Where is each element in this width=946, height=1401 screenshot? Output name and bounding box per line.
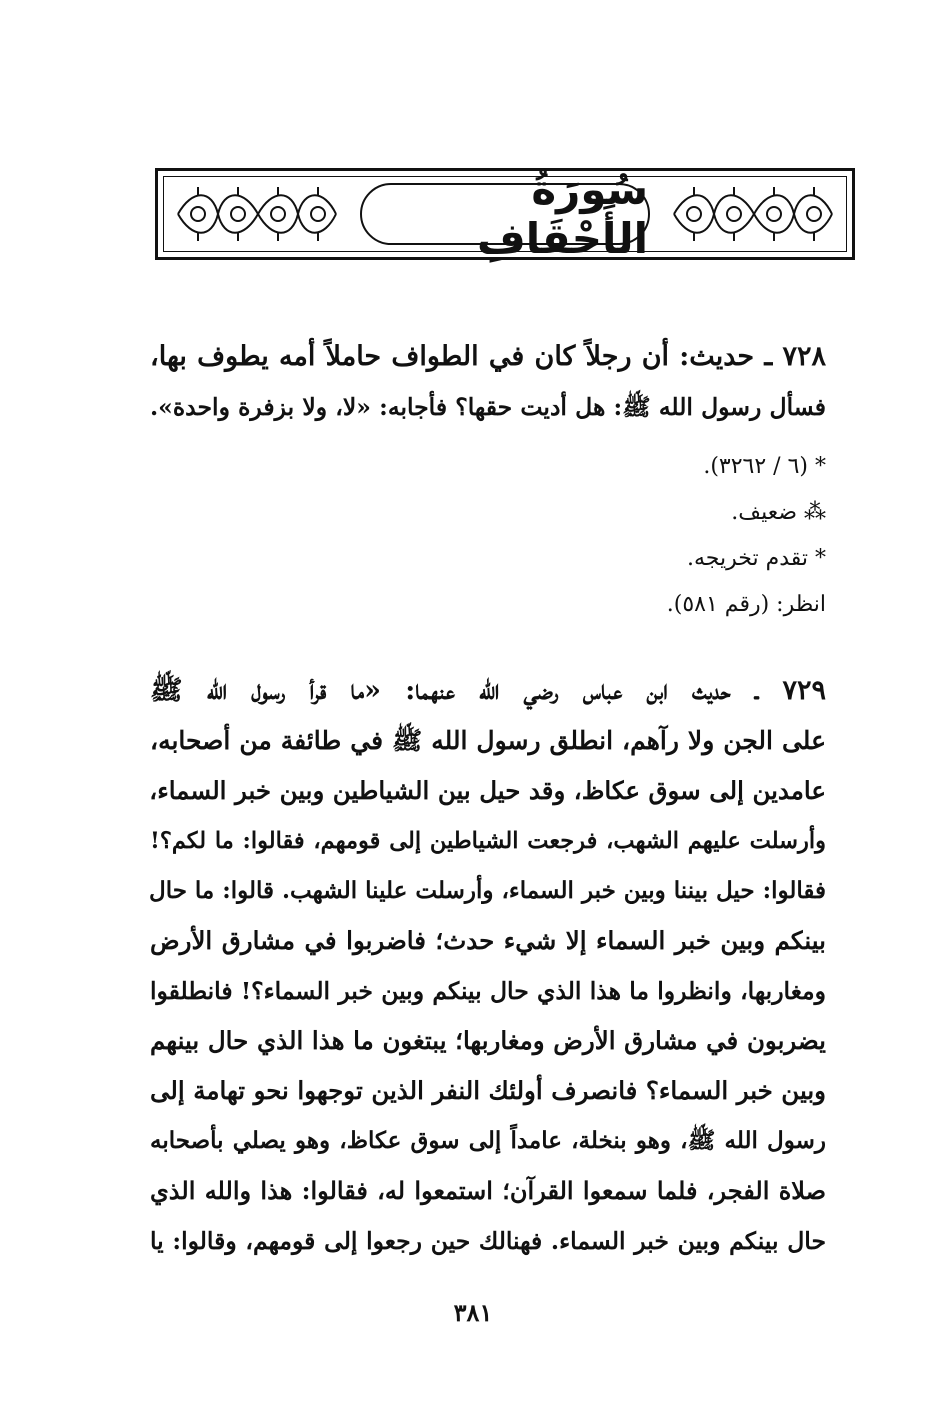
hadith-729-line: ٧٢٩ ـ حديث ابن عباس رضي الله عنهما: «ما قرأ رسول الله ﷺ — [150, 675, 826, 706]
hadith-729-line: يضربون في مشارق الأرض ومغاربها؛ يبتغون ما هذا الذي حال بينهم — [150, 1026, 826, 1055]
sura-title-cartouche — [360, 165, 650, 263]
hadith-729-line: عامدين إلى سوق عكاظ، وقد حيل بين الشياطين وبين خبر السماء، — [149, 776, 826, 805]
note-volume-reference: * (٦ / ٣٢٦٢). — [703, 454, 826, 479]
note-see-also: انظر: (رقم ٥٨١). — [666, 592, 826, 617]
ornament-left-icon — [172, 181, 342, 247]
hadith-728 — [150, 332, 826, 432]
note-grading: ⁂ ضعيف. — [731, 500, 826, 525]
hadith-728-line: ٧٢٨ ـ حديث: أن رجلاً كان في الطواف حاملاً أمه يطوف بها، — [150, 341, 826, 372]
hadith-729-line: وبين خبر السماء؟ فانصرف أولئك النفر الذين توجهوا نحو تهامة إلى — [150, 1076, 826, 1105]
hadith-728-line: فسأل رسول الله ﷺ: هل أديت حقها؟ فأجابه: «لا، ولا بزفرة واحدة». — [150, 393, 826, 421]
ornament-right-icon — [668, 181, 838, 247]
page-number: ٣٨١ — [453, 1298, 493, 1327]
hadith-729-line: حال بينكم وبين خبر السماء. فهنالك حين رجعوا إلى قومهم، وقالوا: يا — [150, 1227, 826, 1255]
hadith-729-line: صلاة الفجر، فلما سمعوا القرآن؛ استمعوا له، فقالوا: هذا والله الذي — [150, 1176, 826, 1205]
hadith-729-line: رسول الله ﷺ، وهو بنخلة، عامداً إلى سوق عكاظ، وهو يصلي بأصحابه — [150, 1127, 826, 1154]
hadith-729-line: بينكم وبين خبر السماء إلا شيء حدث؛ فاضربوا في مشارق الأرض — [150, 926, 826, 955]
hadith-728-notes — [150, 444, 826, 628]
hadith-729-line: ومغاربها، وانظروا ما هذا الذي حال بينكم وبين خبر السماء؟! فانطلقوا — [150, 977, 826, 1005]
note-takhrij: * تقدم تخريجه. — [687, 546, 826, 571]
hadith-729-line: وأرسلت عليهم الشهب، فرجعت الشياطين إلى قومهم، فقالوا: ما لكم؟! — [150, 828, 826, 854]
sura-title: سُورَةُ الأَحْقَافِ — [477, 165, 648, 263]
hadith-729-line: على الجن ولا رآهم، انطلق رسول الله ﷺ في طائفة من أصحابه، — [150, 726, 826, 755]
hadith-729 — [150, 666, 826, 1266]
sura-header-banner — [155, 165, 855, 263]
hadith-729-line: فقالوا: حيل بيننا وبين خبر السماء، وأرسلت علينا الشهب. قالوا: ما حال — [148, 877, 826, 904]
